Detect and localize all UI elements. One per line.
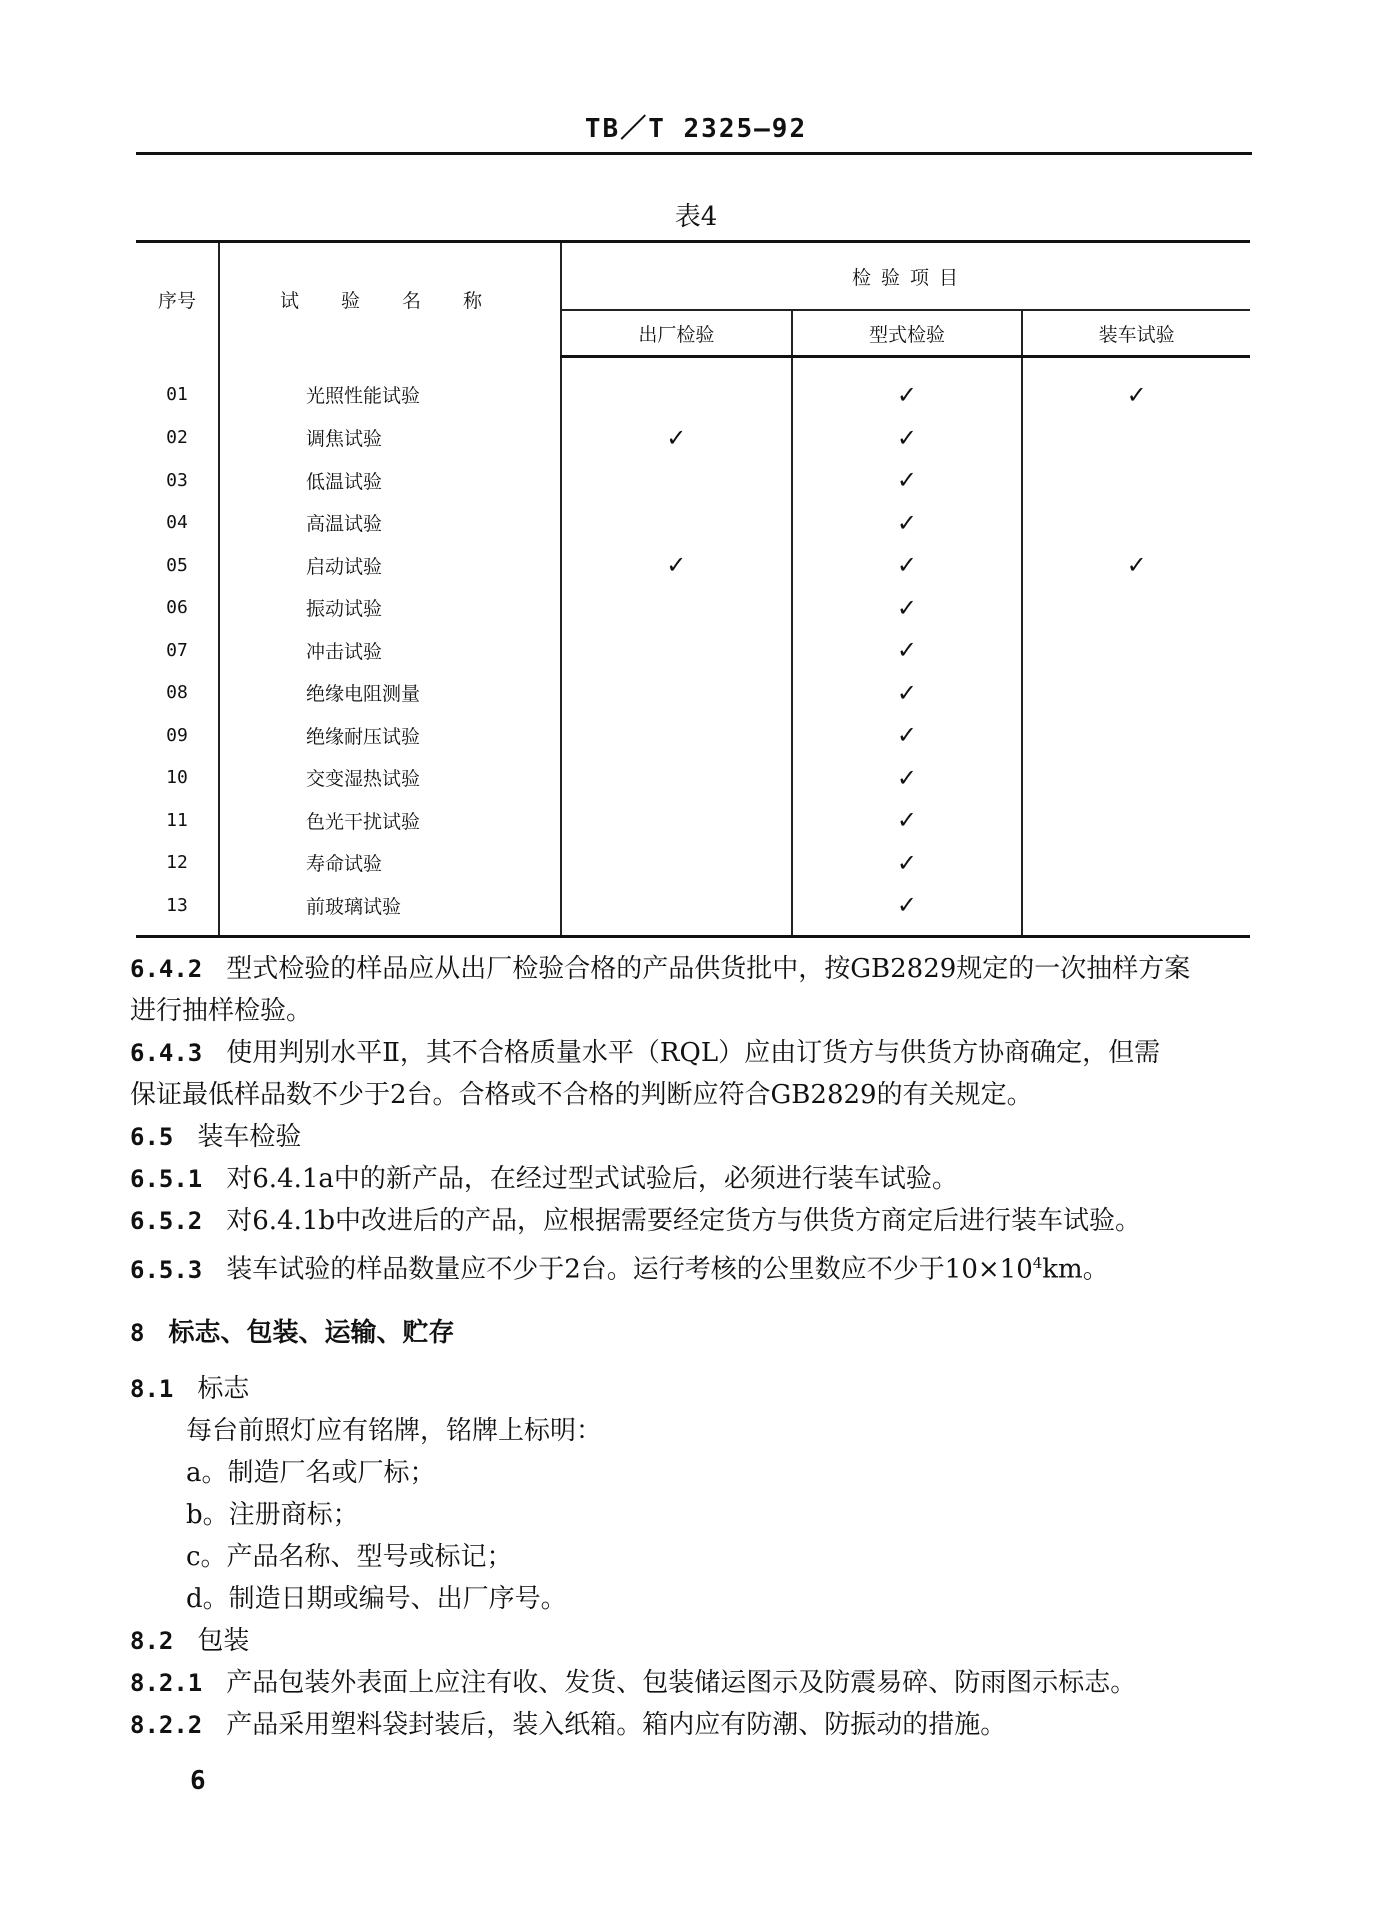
row-type-check: ✓ [792, 417, 1023, 460]
para-6-4-2-cont [130, 990, 1254, 1032]
heading-8-2 [130, 1620, 1254, 1662]
row-factory-check [561, 502, 792, 545]
row-seq: 10 [136, 757, 219, 800]
row-factory-check: ✓ [561, 544, 792, 587]
row-type-check: ✓ [792, 629, 1023, 672]
standard-code: TB／T 2325—92 [584, 114, 808, 144]
row-factory-check [561, 799, 792, 842]
clause-text: 进行抽样检验。 [130, 996, 313, 1026]
row-install-check [1022, 587, 1250, 630]
clause-text-unit: km。 [1042, 1254, 1109, 1285]
clause-text: 产品包装外表面上应注有收、发货、包装储运图示及防震易碎、防雨图示标志。 [226, 1668, 1137, 1698]
table-body [136, 357, 1250, 937]
row-seq: 07 [136, 629, 219, 672]
para-6-5-1 [130, 1158, 1254, 1200]
row-install-check [1022, 714, 1250, 757]
row-install-check [1022, 884, 1250, 936]
row-seq: 09 [136, 714, 219, 757]
clause-number: 6.4.3 [130, 1039, 203, 1067]
clause-number: 8.2.1 [130, 1669, 203, 1697]
col-header-group: 检 验 项 目 [561, 242, 1250, 311]
para-6-5-3 [130, 1242, 1254, 1291]
row-factory-check: ✓ [561, 417, 792, 460]
table-row [136, 587, 1250, 630]
list-item [130, 1536, 1254, 1578]
para-8-2-2 [130, 1704, 1254, 1746]
table-row [136, 842, 1250, 885]
clause-text: 保证最低样品数不少于2台。合格或不合格的判断应符合GB2829的有关规定。 [130, 1080, 1033, 1110]
table-row [136, 417, 1250, 460]
clause-number: 8 [130, 1319, 145, 1347]
row-type-check: ✓ [792, 714, 1023, 757]
clause-number: 8.1 [130, 1375, 174, 1403]
list-item-text: c。产品名称、型号或标记； [186, 1542, 513, 1572]
table-row [136, 884, 1250, 936]
row-seq: 08 [136, 672, 219, 715]
row-type-check: ✓ [792, 757, 1023, 800]
table-row [136, 799, 1250, 842]
table-row [136, 714, 1250, 757]
table-title: 表4 [674, 202, 718, 232]
row-factory-check [561, 357, 792, 417]
clause-text: 装车试验的样品数量应不少于2台。运行考核的公里数应不少于10×10 [226, 1254, 1033, 1285]
row-test-name: 绝缘耐压试验 [219, 714, 561, 757]
heading-text: 包装 [197, 1626, 250, 1656]
clause-number: 6.5 [130, 1123, 174, 1151]
clause-number: 6.5.2 [130, 1207, 203, 1235]
col-header-seq: 序号 [136, 242, 219, 357]
row-type-check: ✓ [792, 587, 1023, 630]
row-factory-check [561, 842, 792, 885]
clause-number: 6.5.1 [130, 1165, 203, 1193]
row-test-name: 调焦试验 [219, 417, 561, 460]
row-install-check: ✓ [1126, 381, 1147, 410]
clause-text: 对6.4.1b中改进后的产品，应根据需要经定货方与供货方商定后进行装车试验。 [226, 1206, 1142, 1236]
list-item-text: b。注册商标； [186, 1500, 359, 1530]
row-install-check [1022, 417, 1250, 460]
row-seq: 04 [136, 502, 219, 545]
row-seq: 12 [136, 842, 219, 885]
row-install-check [1022, 757, 1250, 800]
row-install-check: ✓ [1126, 551, 1147, 580]
row-install-check [1022, 502, 1250, 545]
col-header-factory: 出厂检验 [561, 310, 792, 357]
list-item [130, 1578, 1254, 1620]
row-factory-check [561, 459, 792, 502]
superscript-exponent: 4 [1032, 1254, 1043, 1272]
row-type-check: ✓ [792, 672, 1023, 715]
row-type-check: ✓ [792, 459, 1023, 502]
row-test-name: 低温试验 [219, 459, 561, 502]
para-6-5-2 [130, 1200, 1254, 1242]
row-seq: 02 [136, 417, 219, 460]
clause-number: 8.2.2 [130, 1711, 203, 1739]
para-6-4-2 [130, 948, 1254, 990]
row-install-check [1022, 672, 1250, 715]
para-6-4-3-cont [130, 1074, 1254, 1116]
list-item [130, 1452, 1254, 1494]
row-test-name: 光照性能试验 [219, 357, 561, 417]
clause-number: 8.2 [130, 1627, 174, 1655]
row-install-check [1022, 459, 1250, 502]
para-6-4-3 [130, 1032, 1254, 1074]
row-factory-check [561, 714, 792, 757]
table-row [136, 502, 1250, 545]
table-row [136, 544, 1250, 587]
row-seq: 03 [136, 459, 219, 502]
heading-8-1 [130, 1368, 1254, 1410]
table-row [136, 629, 1250, 672]
row-factory-check [561, 587, 792, 630]
col-header-install: 装车试验 [1022, 310, 1250, 357]
row-seq: 11 [136, 799, 219, 842]
row-factory-check [561, 672, 792, 715]
clause-text: 产品采用塑料袋封装后，装入纸箱。箱内应有防潮、防振动的措施。 [226, 1710, 1007, 1740]
row-type-check: ✓ [792, 544, 1023, 587]
row-seq: 05 [136, 544, 219, 587]
clause-text: 每台前照灯应有铭牌，铭牌上标明： [186, 1416, 603, 1446]
list-item-text: a。制造厂名或厂标； [186, 1458, 436, 1488]
clause-text: 对6.4.1a中的新产品，在经过型式试验后，必须进行装车试验。 [226, 1164, 958, 1194]
row-test-name: 振动试验 [219, 587, 561, 630]
row-type-check: ✓ [792, 502, 1023, 545]
inspection-table [136, 240, 1250, 938]
heading-6-5 [130, 1116, 1254, 1158]
heading-text: 标志 [197, 1374, 250, 1404]
section-8-body [130, 1312, 1254, 1746]
heading-8 [130, 1312, 1254, 1354]
clause-text: 使用判别水平Ⅱ，其不合格质量水平（RQL）应由订货方与供货方协商确定，但需 [226, 1038, 1161, 1068]
table-row [136, 459, 1250, 502]
row-test-name: 色光干扰试验 [219, 799, 561, 842]
table-row [136, 757, 1250, 800]
row-test-name: 前玻璃试验 [219, 884, 561, 936]
page-number: 6 [190, 1766, 206, 1796]
row-seq: 13 [136, 884, 219, 936]
row-factory-check [561, 884, 792, 936]
row-test-name: 寿命试验 [219, 842, 561, 885]
heading-text: 装车检验 [197, 1122, 302, 1152]
header-rule [136, 152, 1252, 155]
row-test-name: 启动试验 [219, 544, 561, 587]
row-type-check: ✓ [792, 357, 1023, 417]
heading-text: 标志、包装、运输、贮存 [168, 1318, 455, 1348]
table-row [136, 672, 1250, 715]
row-test-name: 高温试验 [219, 502, 561, 545]
row-type-check: ✓ [792, 884, 1023, 936]
row-type-check: ✓ [792, 842, 1023, 885]
row-install-check [1022, 842, 1250, 885]
para-8-1-intro [130, 1410, 1254, 1452]
row-factory-check [561, 629, 792, 672]
clause-text: 型式检验的样品应从出厂检验合格的产品供货批中，按GB2829规定的一次抽样方案 [226, 954, 1191, 984]
row-seq: 06 [136, 587, 219, 630]
row-seq: 01 [136, 357, 219, 417]
para-8-2-1 [130, 1662, 1254, 1704]
row-install-check [1022, 799, 1250, 842]
row-test-name: 绝缘电阻测量 [219, 672, 561, 715]
row-factory-check [561, 757, 792, 800]
row-test-name: 冲击试验 [219, 629, 561, 672]
row-test-name: 交变湿热试验 [219, 757, 561, 800]
table-row [136, 357, 1250, 417]
row-type-check: ✓ [792, 799, 1023, 842]
clause-number: 6.4.2 [130, 955, 203, 983]
list-item-text: d。制造日期或编号、出厂序号。 [186, 1584, 567, 1614]
col-header-type: 型式检验 [792, 310, 1023, 357]
section-6-body [130, 948, 1254, 1291]
list-item [130, 1494, 1254, 1536]
col-header-name: 试 验 名 称 [219, 242, 561, 357]
row-install-check [1022, 629, 1250, 672]
clause-number: 6.5.3 [130, 1255, 203, 1284]
